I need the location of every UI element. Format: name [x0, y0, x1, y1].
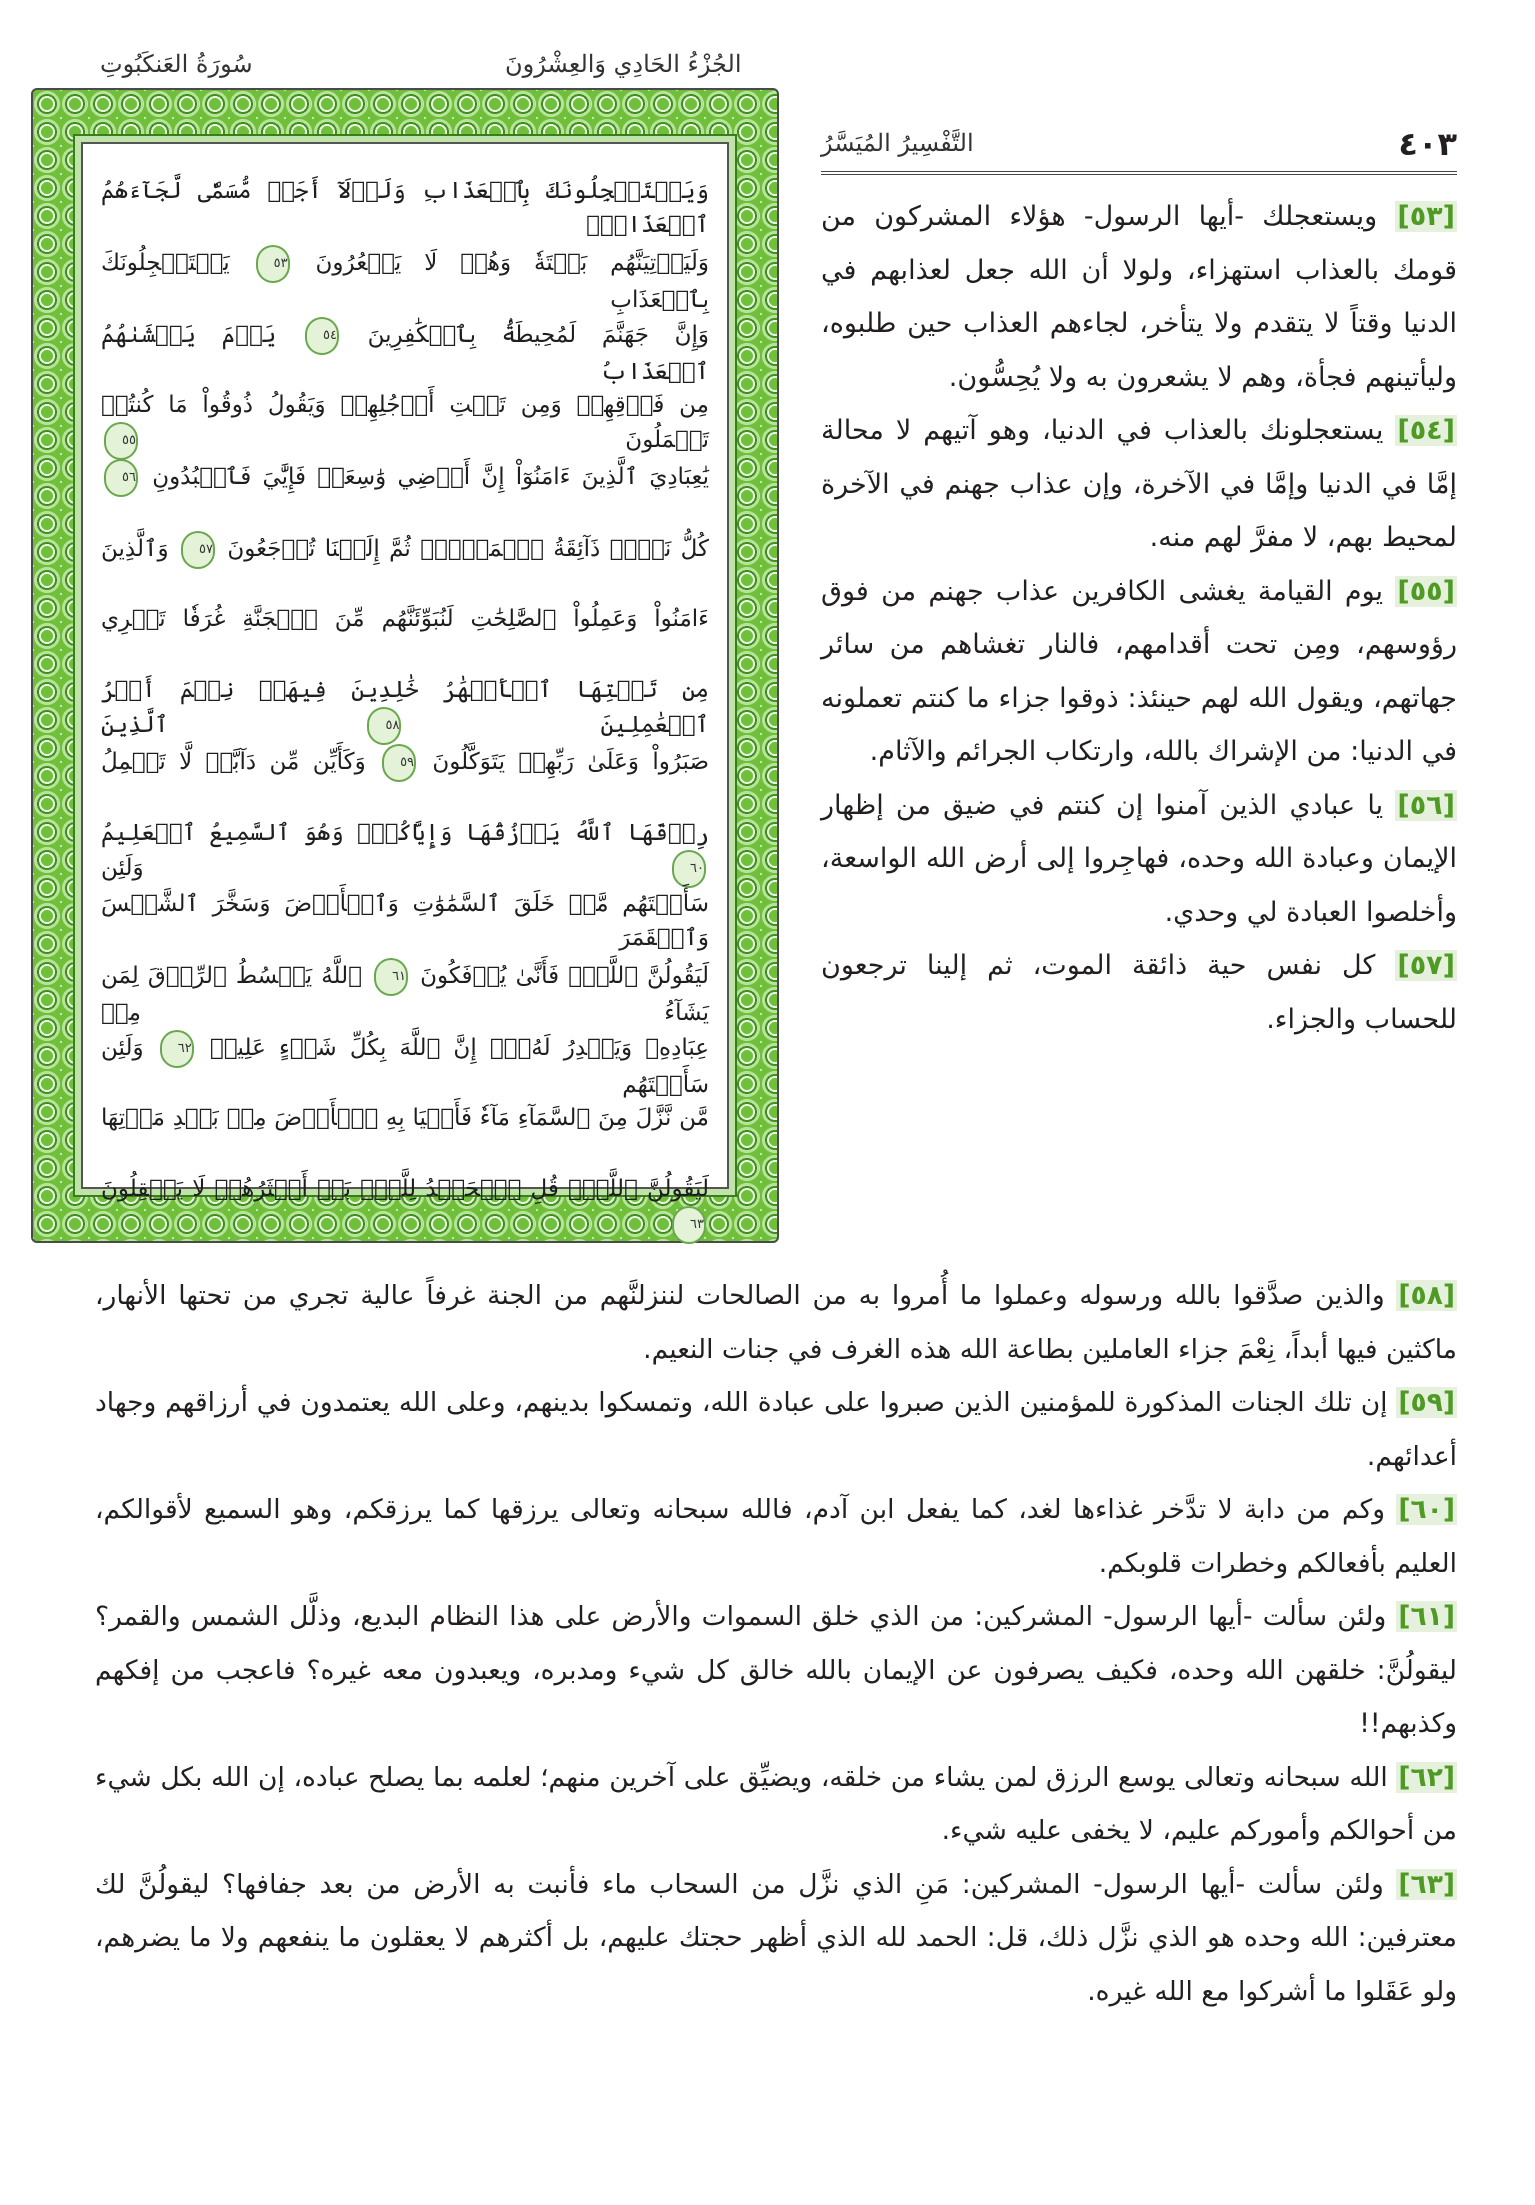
quran-text-panel	[81, 142, 729, 1233]
verse-number: [٥٦]	[1397, 789, 1455, 821]
quran-line	[101, 531, 709, 569]
verse-number: [٦٠]	[1398, 1494, 1455, 1525]
verse-end-marker: ٦٢	[160, 1030, 194, 1068]
verse-number: [٦٣]	[1398, 1868, 1455, 1900]
quran-text: وَٱلَّذِينَ	[101, 535, 169, 562]
tafsir-paragraph	[95, 1376, 1457, 1483]
quran-text: صَبَرُواْ وَعَلَىٰ رَبِّهِمۡ يَتَوَكَّلُونَ	[432, 749, 710, 776]
frame-inner-border	[73, 134, 737, 1233]
verse-number: [٥٩]	[1398, 1387, 1455, 1418]
quran-text: يَوۡمَ يَغۡشَىٰهُمُ ٱلۡعَذَابُ	[101, 321, 709, 385]
verse-end-marker: ٦٠	[672, 850, 706, 888]
quran-text: رِزۡقَهَا ٱللَّهُ يَرۡزُقُهَا وَإِيَّاكُمۡۚ وَهُوَ ٱلسَّمِيعُ ٱلۡعَلِيمُ	[101, 819, 709, 846]
tafsir-text: يوم القيامة يغشى الكافرين عذاب جهنم من فوق رؤوسهم، ومِن تحت أقدامهم، فالنار تغشاهم من سائر جهاتهم، ويقول الله لهم حينئذ: ذوقوا جزاء ما كنتم تعملونه في الدنيا: من الإشراك بالله، وارتكاب الجرائم والآثام.	[821, 575, 1457, 767]
quran-line	[101, 174, 709, 242]
tafsir-paragraph	[821, 939, 1457, 1046]
tafsir-text: الله سبحانه وتعالى يوسع الرزق لمن يشاء من خلقه، ويضيِّق على آخرين منهم؛ لعلمه بما يصلح عباده، إن الله بكل شيء من أحوالكم وأموركم عليم، لا يخفى عليه شيء.	[95, 1761, 1457, 1846]
verse-end-marker: ٥٩	[382, 744, 416, 782]
quran-line	[101, 1101, 709, 1135]
tafsir-title: التَّفْسِيرُ المُيَسَّرُ	[821, 129, 974, 157]
tafsir-text: ولئن سألت -أيها الرسول- المشركين: من الذي خلق السموات والأرض على هذا النظام البديع، وذلَّل الشمس والقمر؟ ليقولُنَّ: خلقهن الله وحده، فكيف يصرفون عن الإيمان بالله خالق كل شيء ومدبره، ويعبدون معه غيره؟ فاعجب من إفكهم وكذبهم!!	[95, 1601, 1457, 1739]
quran-text: مَّن نَّزَّلَ مِنَ ٱلسَّمَآءِ مَآءٗ فَأَحۡيَا بِهِ ٱلۡأَرۡضَ مِنۢ بَعۡدِ مَوۡتِهَا	[101, 1104, 709, 1131]
quran-text: مِن تَحۡتِهَا ٱلۡأَنۡهَٰرُ خَٰلِدِينَ فِيهَاۚ نِعۡمَ أَجۡرُ ٱلۡعَٰمِلِينَ	[101, 677, 710, 739]
tafsir-paragraph	[821, 190, 1457, 404]
quran-text: عِبَادِهِۦ وَيَقۡدِرُ لَهُۥٓۚ إِنَّ ٱللَّهَ بِكُلِّ شَيۡءٍ عَلِيمٞ	[209, 1034, 710, 1061]
verse-end-marker: ٥٥	[104, 422, 138, 460]
tafsir-text: والذين صدَّقوا بالله ورسوله وعملوا ما أُمروا به من الصالحات لننزلنَّهم من الجنة غرفاً عالية تجري من تحتها الأنهار، ماكثين فيها أبداً، نِعْمَ جزاء العاملين بطاعة الله هذه الغرف في جنات النعيم.	[95, 1280, 1457, 1365]
tafsir-text: كل نفس حية ذائقة الموت، ثم إلينا ترجعون للحساب والجزاء.	[821, 950, 1457, 1035]
tafsir-column-right	[821, 190, 1457, 1046]
quran-line	[101, 673, 709, 745]
quran-text: ءَامَنُواْ وَعَمِلُواْ ٱلصَّٰلِحَٰتِ لَنُبَوِّئَنَّهُم مِّنَ ٱلۡجَنَّةِ غُرَفٗا تَجۡرِي	[101, 605, 709, 632]
quran-text: وَكَأَيِّن مِّن دَآبَّةٖ لَّا تَحۡمِلُ	[101, 749, 366, 776]
tafsir-paragraph	[821, 565, 1457, 779]
quran-text: لَيَقُولُنَّ ٱللَّهُۚ قُلِ ٱلۡحَمۡدُ لِلَّهِۚ بَلۡ أَكۡثَرُهُمۡ لَا يَعۡقِلُونَ	[101, 1176, 709, 1203]
tafsir-text: إن تلك الجنات المذكورة للمؤمنين الذين صبروا على عبادة الله، وتمسكوا بدينهم، وعلى الله يعتمدون في أرزاقهم وجهاد أعدائهم.	[95, 1387, 1457, 1472]
verse-end-marker: ٥٤	[305, 317, 339, 355]
verse-number: [٥٧]	[1397, 950, 1455, 981]
verse-end-marker: ٥٧	[181, 531, 215, 569]
tafsir-paragraph	[95, 1751, 1457, 1858]
quran-line	[101, 816, 709, 888]
quran-line	[101, 317, 709, 389]
quran-text: ٱللَّهُ يَبۡسُطُ ٱلرِّزۡقَ لِمَن يَشَآءُ مِنۡ	[101, 963, 709, 1027]
tafsir-header	[821, 125, 1457, 175]
quran-text: كُلُّ نَفۡسٖ ذَآئِقَةُ ٱلۡمَوۡتِۖ ثُمَّ إِلَيۡنَا تُرۡجَعُونَ	[227, 535, 710, 562]
tafsir-paragraph	[95, 1858, 1457, 2019]
quran-line	[101, 958, 709, 1030]
quran-text: يَٰعِبَادِيَ ٱلَّذِينَ ءَامَنُوٓاْ إِنَّ أَرۡضِي وَٰسِعَةٞ فَإِيَّٰيَ فَٱعۡبُدُونِ	[152, 464, 710, 491]
verse-end-marker: ٥٦	[104, 459, 138, 497]
quran-text: سَأَلۡتَهُم مَّنۡ خَلَقَ ٱلسَّمَٰوَٰتِ وَٱلۡأَرۡضَ وَسَخَّرَ ٱلشَّمۡسَ وَٱلۡقَمَرَ	[101, 891, 709, 951]
verse-end-marker: ٦١	[374, 958, 408, 996]
quran-line	[101, 245, 709, 317]
tafsir-text: وكم من دابة لا تدَّخر غذاءها لغد، كما يفعل ابن آدم، فالله سبحانه وتعالى يرزقها كما يرزقكم، وهو السميع لأقوالكم، العليم بأفعالكم وخطرات قلوبكم.	[95, 1494, 1457, 1579]
quran-text: وَلَئِن	[101, 854, 144, 881]
verse-number: [٥٥]	[1397, 575, 1455, 607]
quran-text: ٱلَّذِينَ	[101, 712, 169, 739]
tafsir-paragraph	[95, 1590, 1457, 1751]
quran-line	[101, 1172, 709, 1244]
quran-text: مِن فَوۡقِهِمۡ وَمِن تَحۡتِ أَرۡجُلِهِمۡ وَيَقُولُ ذُوقُواْ مَا كُنتُمۡ تَعۡمَلُونَ	[101, 391, 709, 453]
quran-line	[101, 602, 709, 636]
tafsir-text: يستعجلونك بالعذاب في الدنيا، وهو آتيهم لا محالة إمَّا في الدنيا وإمَّا في الآخرة، وإن عذاب جهنم في الآخرة لمحيط بهم، لا مفرَّ لهم منه.	[821, 415, 1457, 553]
quran-ornamental-frame	[31, 88, 779, 1243]
tafsir-paragraph	[95, 1269, 1457, 1376]
quran-line	[101, 887, 709, 955]
verse-end-marker: ٥٣	[256, 245, 290, 283]
verse-number: [٦١]	[1398, 1601, 1455, 1632]
verse-end-marker: ٥٨	[367, 707, 401, 745]
tafsir-text: يا عبادي الذين آمنوا إن كنتم في ضيق من إظهار الإيمان وعبادة الله وحده، فهاجِروا إلى أرض الله الواسعة، وأخلصوا العبادة لي وحدي.	[821, 789, 1457, 928]
verse-end-marker: ٦٣	[672, 1206, 706, 1244]
verse-number: [٦٢]	[1398, 1761, 1455, 1793]
quran-text: وَإِنَّ جَهَنَّمَ لَمُحِيطَةُۢ بِٱلۡكَٰفِرِينَ	[367, 321, 710, 348]
quran-line	[101, 388, 709, 460]
quran-line	[101, 1030, 709, 1102]
quran-text: يَسۡتَعۡجِلُونَكَ بِٱلۡعَذَابِ	[101, 250, 709, 314]
tafsir-text: ويستعجلك -أيها الرسول- هؤلاء المشركون من قومك بالعذاب استهزاء، ولولا أن الله جعل لعذابهم في الدنيا وقتاً لا يتقدم ولا يتأخر، لجاءهم العذاب حين طلبوه، وليأتينهم فجأة، وهم لا يشعرون به ولا يُحِسُّون.	[821, 201, 1457, 393]
quran-text: وَلَيَأۡتِيَنَّهُم بَغۡتَةٗ وَهُمۡ لَا يَشۡعُرُونَ	[315, 250, 709, 277]
verse-number: [٥٣]	[1397, 201, 1455, 232]
tafsir-text: ولئن سألت -أيها الرسول- المشركين: مَنِ الذي نزَّل من السحاب ماء فأنبت به الأرض من بعد جفافها؟ ليقولُنَّ لك معترفين: الله وحده هو الذي نزَّل ذلك، قل: الحمد لله الذي أظهر حجتك عليهم، بل أكثرهم لا يعقلون ما ينفعهم ولا ما يضرهم، ولو عَقَلوا ما أشركوا مع الله غيره.	[95, 1868, 1457, 2007]
quran-text: لَيَقُولُنَّ ٱللَّهُۖ فَأَنَّىٰ يُؤۡفَكُونَ	[420, 963, 710, 990]
tafsir-paragraph	[821, 779, 1457, 940]
tafsir-column-full	[95, 1269, 1457, 2018]
verse-number: [٥٤]	[1397, 415, 1455, 446]
juz-header: الجُزْءُ الحَادِي وَالعِشْرُونَ	[505, 50, 742, 78]
quran-text: وَلَئِن سَأَلۡتَهُم	[101, 1034, 709, 1098]
quran-line	[101, 459, 709, 497]
quran-text: وَيَسۡتَعۡجِلُونَكَ بِٱلۡعَذَابِ وَلَوۡلَآ أَجَلٞ مُّسَمّٗى لَّجَآءَهُمُ ٱلۡعَذَابُۚ	[101, 178, 709, 238]
tafsir-paragraph	[821, 404, 1457, 565]
quran-line	[101, 744, 709, 782]
tafsir-paragraph	[95, 1483, 1457, 1590]
surah-header: سُورَةُ العَنكَبُوتِ	[100, 50, 253, 78]
verse-number: [٥٨]	[1398, 1280, 1455, 1311]
page-number: ٤٠٣	[1398, 125, 1457, 163]
